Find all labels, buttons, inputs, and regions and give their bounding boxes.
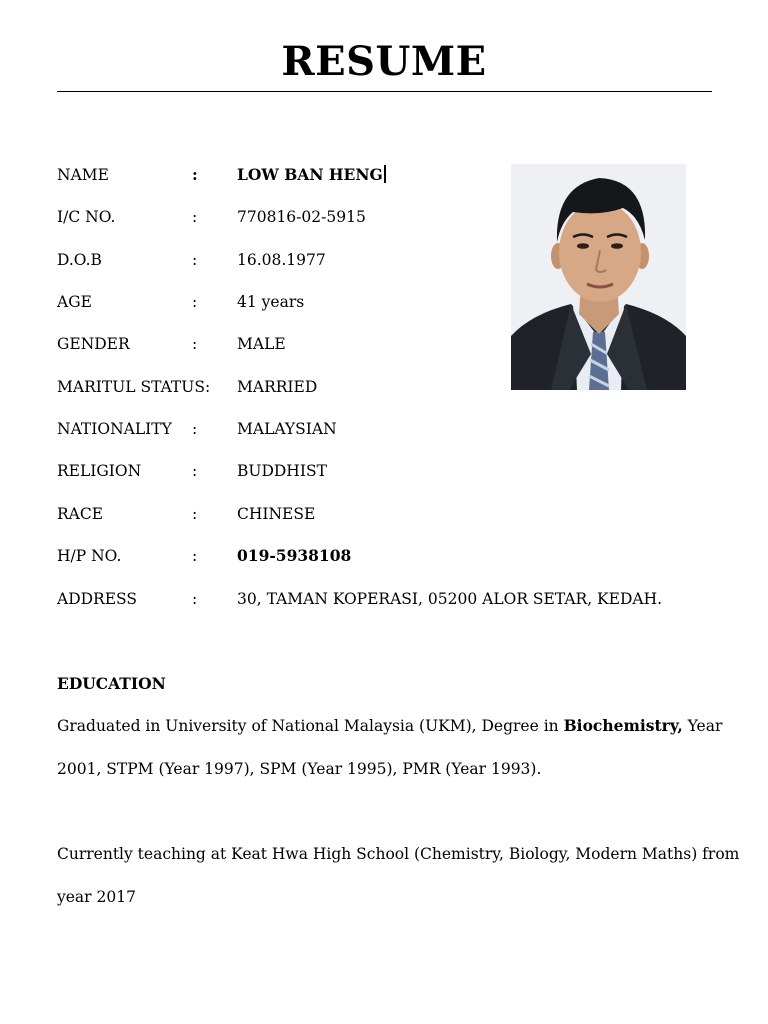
education-paragraph xyxy=(57,705,723,790)
field-label: D.O.B xyxy=(57,251,102,269)
field-value-age: 41 years xyxy=(237,293,305,311)
field-colon: : xyxy=(192,293,198,311)
field-colon: : xyxy=(192,251,198,269)
field-colon: : xyxy=(192,547,198,565)
field-value-nationality: MALAYSIAN xyxy=(237,420,337,438)
field-colon: : xyxy=(192,505,198,523)
education-line: 2001, STPM (Year 1997), SPM (Year 1995), PMR (Year 1993). xyxy=(57,759,542,778)
field-value-address: 30, TAMAN KOPERASI, 05200 ALOR SETAR, KEDAH. xyxy=(237,590,663,608)
field-label: GENDER xyxy=(57,335,130,353)
field-colon: : xyxy=(192,208,198,226)
field-label: RELIGION xyxy=(57,462,142,480)
field-row-phone xyxy=(57,543,697,569)
field-colon: : xyxy=(192,420,198,438)
field-value-gender: MALE xyxy=(237,335,286,353)
teaching-paragraph xyxy=(57,833,740,918)
field-value-phone: 019-5938108 xyxy=(237,546,352,565)
field-label: MARITUL STATUS: xyxy=(57,378,211,396)
field-value-marital-status: MARRIED xyxy=(237,378,318,396)
field-label: ADDRESS xyxy=(57,590,137,608)
field-colon: : xyxy=(192,335,198,353)
field-label: RACE xyxy=(57,505,104,523)
field-colon: : xyxy=(192,462,198,480)
portrait-illustration xyxy=(511,164,686,390)
portrait-photo xyxy=(511,164,686,390)
field-colon: : xyxy=(192,590,198,608)
teaching-line: Currently teaching at Keat Hwa High School (Chemistry, Biology, Modern Maths) from xyxy=(57,845,740,863)
field-label: NATIONALITY xyxy=(57,420,172,438)
education-degree-highlight: Biochemistry, xyxy=(563,716,683,735)
field-label: H/P NO. xyxy=(57,547,122,565)
field-value-ic: 770816-02-5915 xyxy=(237,208,366,226)
field-value-race: CHINESE xyxy=(237,505,316,523)
document-title: RESUME xyxy=(281,38,487,85)
field-label: NAME xyxy=(57,166,109,184)
field-label: I/C NO. xyxy=(57,208,116,226)
field-value-dob: 16.08.1977 xyxy=(237,251,326,269)
field-row-address xyxy=(57,586,697,612)
field-value-religion: BUDDHIST xyxy=(237,462,327,480)
title-divider xyxy=(57,91,712,92)
education-line: Graduated in University of National Malaysia (UKM), Degree in Biochemistry, Year xyxy=(57,716,723,735)
field-row-race xyxy=(57,501,697,527)
field-colon: : xyxy=(192,165,198,184)
field-row-nationality xyxy=(57,416,697,442)
text-cursor xyxy=(384,165,386,183)
teaching-line: year 2017 xyxy=(57,887,136,906)
field-row-religion xyxy=(57,458,697,484)
education-heading: EDUCATION xyxy=(57,674,166,693)
field-label: AGE xyxy=(57,293,92,311)
field-value-name[interactable]: LOW BAN HENG xyxy=(237,162,386,188)
